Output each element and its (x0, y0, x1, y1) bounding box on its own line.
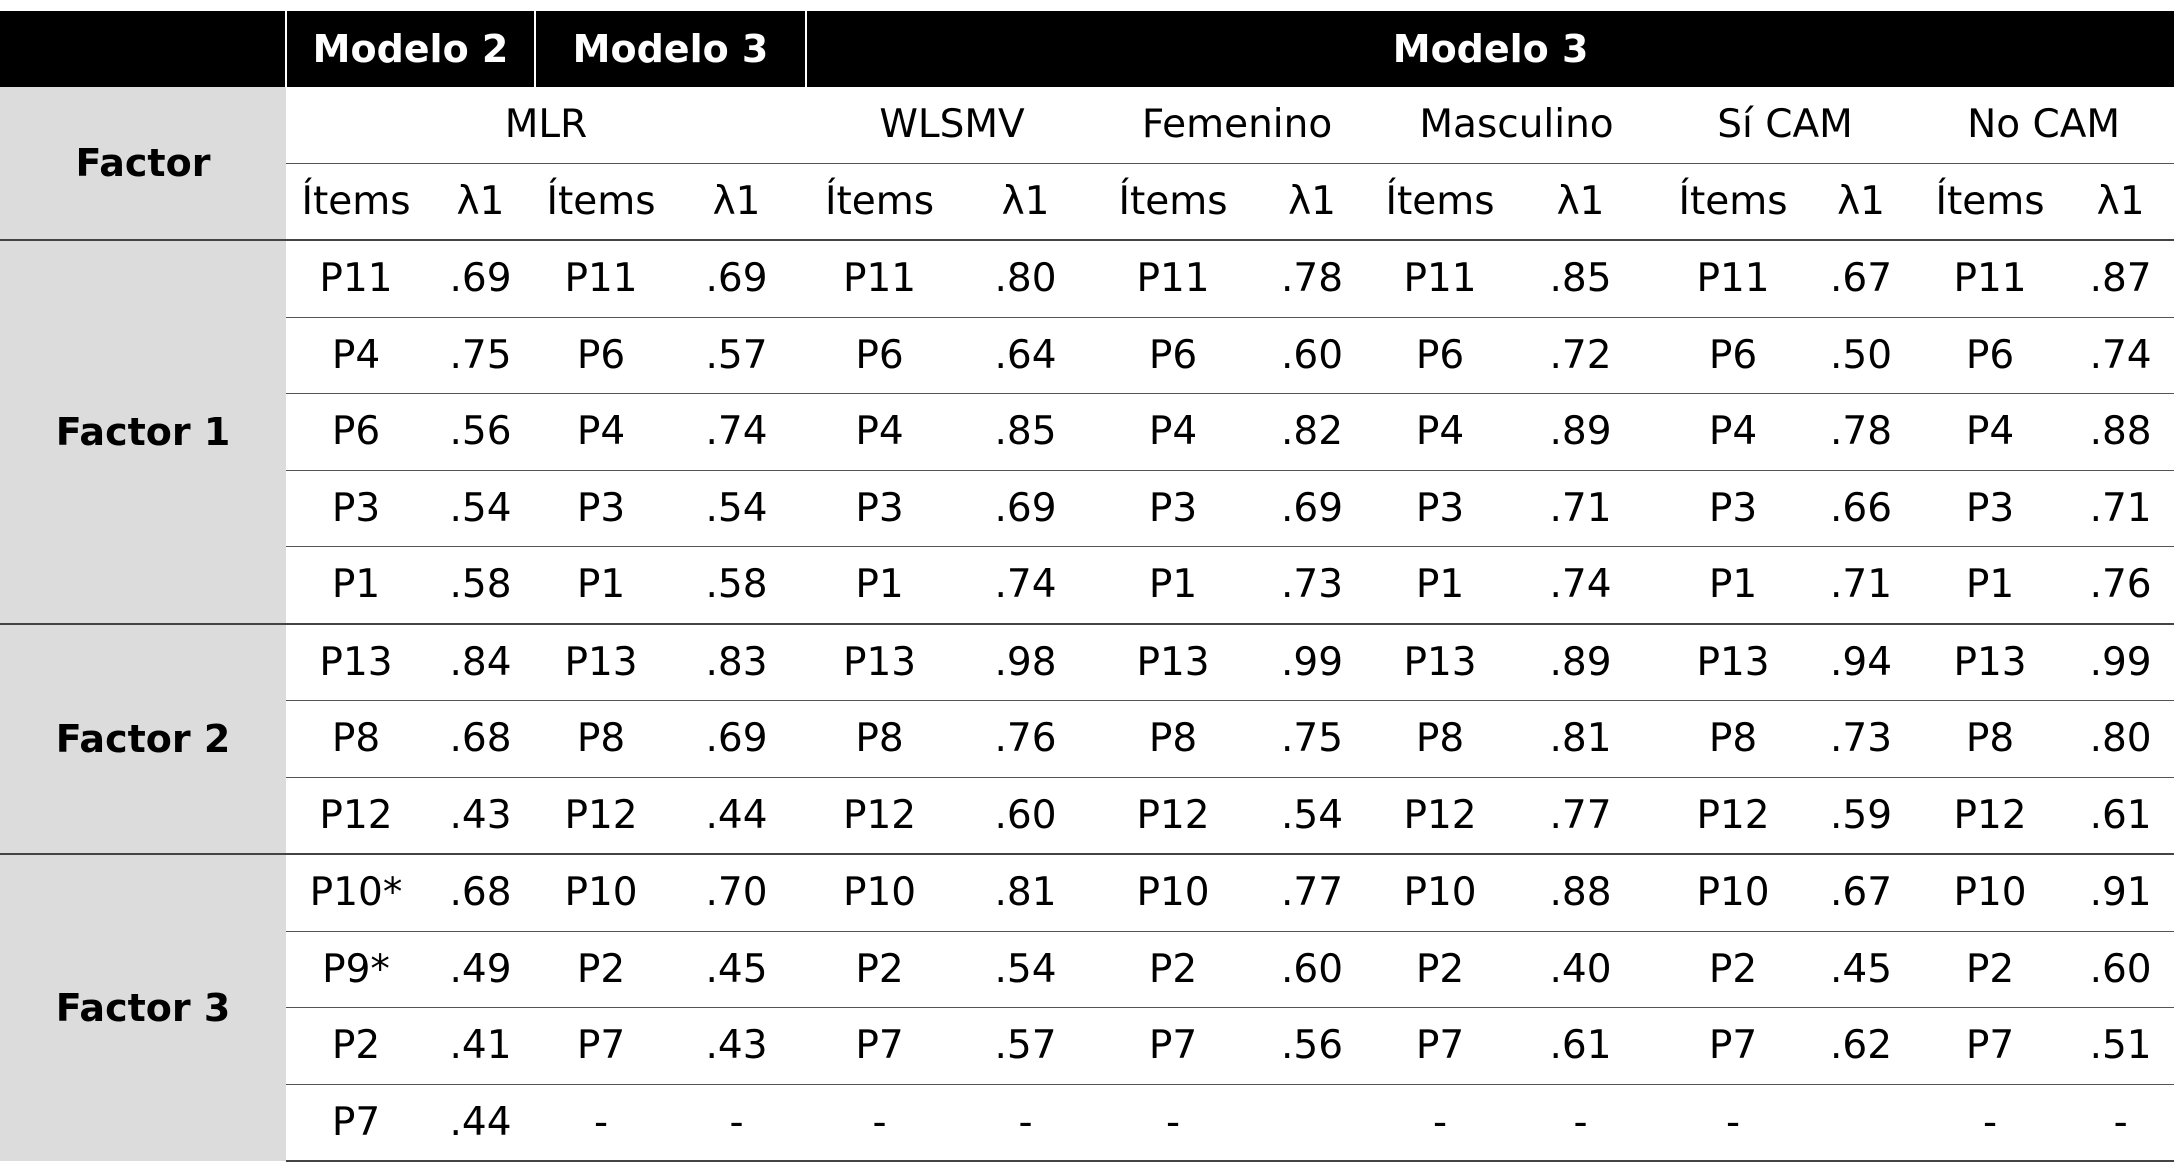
item-cell: P3 (286, 470, 426, 547)
model-header-row (0, 11, 2174, 87)
item-cell: P2 (806, 931, 953, 1008)
loading-cell: - (953, 1084, 1098, 1161)
item-cell: P2 (1657, 931, 1809, 1008)
loading-cell: .45 (1809, 931, 1913, 1008)
loading-cell: .85 (1504, 240, 1657, 317)
loading-header: λ1 (1809, 163, 1913, 240)
item-cell: P3 (1657, 470, 1809, 547)
loading-cell: .72 (1504, 317, 1657, 394)
loading-cell: .61 (1504, 1008, 1657, 1085)
loading-cell: .71 (1504, 470, 1657, 547)
table-row (0, 701, 2174, 778)
loading-cell: .56 (426, 394, 535, 471)
item-cell: P8 (1376, 701, 1504, 778)
item-cell: P7 (1913, 1008, 2067, 1085)
loading-cell (1248, 1084, 1376, 1161)
loading-cell (1809, 1084, 1913, 1161)
loading-cell: .74 (1504, 547, 1657, 624)
item-cell: P4 (1376, 394, 1504, 471)
loading-cell: .60 (1248, 931, 1376, 1008)
item-cell: P4 (806, 394, 953, 471)
item-cell: P2 (1376, 931, 1504, 1008)
table-row (0, 854, 2174, 931)
loading-cell: .85 (953, 394, 1098, 471)
item-cell: P8 (286, 701, 426, 778)
item-cell: P7 (286, 1084, 426, 1161)
item-cell: P10 (1657, 854, 1809, 931)
item-cell: P4 (286, 317, 426, 394)
loading-cell: .81 (1504, 701, 1657, 778)
item-cell: P1 (806, 547, 953, 624)
loading-cell: .81 (953, 854, 1098, 931)
item-cell: P10 (806, 854, 953, 931)
estimator-group-row (0, 87, 2174, 163)
item-cell: P4 (535, 394, 667, 471)
item-cell: P11 (1098, 240, 1248, 317)
item-cell: P3 (535, 470, 667, 547)
table-row (0, 394, 2174, 471)
factor-column-header: Factor (0, 87, 286, 240)
item-cell: P6 (286, 394, 426, 471)
item-cell: P13 (535, 624, 667, 701)
loading-cell: .67 (1809, 854, 1913, 931)
items-header: Ítems (535, 163, 667, 240)
item-cell: P8 (535, 701, 667, 778)
loading-cell: .94 (1809, 624, 1913, 701)
table-row (0, 547, 2174, 624)
item-cell: P8 (1657, 701, 1809, 778)
item-cell: P13 (1657, 624, 1809, 701)
item-cell: P1 (535, 547, 667, 624)
item-cell: P1 (1376, 547, 1504, 624)
loading-cell: .83 (667, 624, 806, 701)
item-cell: P7 (535, 1008, 667, 1085)
item-cell: P1 (1098, 547, 1248, 624)
loading-cell: .57 (953, 1008, 1098, 1085)
loading-cell: .60 (2067, 931, 2174, 1008)
loading-cell: .75 (426, 317, 535, 394)
loading-cell: .57 (667, 317, 806, 394)
model-header-modelo-3-mlr: Modelo 3 (535, 11, 806, 87)
item-cell: P12 (1098, 777, 1248, 854)
item-cell: P10 (1376, 854, 1504, 931)
item-cell: P6 (1913, 317, 2067, 394)
table-body (0, 11, 2174, 1161)
loading-cell: .82 (1248, 394, 1376, 471)
table-row (0, 1008, 2174, 1085)
loading-cell: .98 (953, 624, 1098, 701)
loading-cell: .69 (667, 701, 806, 778)
loading-cell: .66 (1809, 470, 1913, 547)
loading-cell: .88 (1504, 854, 1657, 931)
item-cell: P11 (535, 240, 667, 317)
loading-cell: .71 (2067, 470, 2174, 547)
loading-cell: .58 (667, 547, 806, 624)
item-cell: P13 (1098, 624, 1248, 701)
item-cell: P3 (1098, 470, 1248, 547)
item-cell: P4 (1913, 394, 2067, 471)
item-cell: P11 (1376, 240, 1504, 317)
item-cell: P9* (286, 931, 426, 1008)
item-cell: P2 (1913, 931, 2067, 1008)
loading-cell: .99 (1248, 624, 1376, 701)
column-subheader-row (0, 163, 2174, 240)
item-cell: P7 (806, 1008, 953, 1085)
items-header: Ítems (1376, 163, 1504, 240)
group-header-mlr: MLR (286, 87, 806, 163)
table-row (0, 777, 2174, 854)
item-cell: P10 (1098, 854, 1248, 931)
item-cell: P10 (535, 854, 667, 931)
loading-cell: .89 (1504, 624, 1657, 701)
loading-cell: .50 (1809, 317, 1913, 394)
item-cell: P11 (1657, 240, 1809, 317)
header-corner (0, 11, 286, 87)
table-row (0, 470, 2174, 547)
table-row (0, 240, 2174, 317)
item-cell: P4 (1657, 394, 1809, 471)
loading-cell: .71 (1809, 547, 1913, 624)
item-cell: P11 (286, 240, 426, 317)
loading-cell: .80 (2067, 701, 2174, 778)
loading-cell: .49 (426, 931, 535, 1008)
item-cell: P11 (806, 240, 953, 317)
group-header-femenino: Femenino (1098, 87, 1376, 163)
item-cell: P6 (1098, 317, 1248, 394)
item-cell: - (535, 1084, 667, 1161)
loading-cell: .74 (2067, 317, 2174, 394)
loading-cell: .89 (1504, 394, 1657, 471)
loading-cell: .54 (426, 470, 535, 547)
item-cell: P13 (806, 624, 953, 701)
loading-cell: .68 (426, 701, 535, 778)
item-cell: P13 (1376, 624, 1504, 701)
item-cell: P2 (535, 931, 667, 1008)
item-cell: P6 (806, 317, 953, 394)
factor-label: Factor 2 (0, 624, 286, 855)
table-row (0, 931, 2174, 1008)
item-cell: P12 (1657, 777, 1809, 854)
loading-cell: .78 (1248, 240, 1376, 317)
loading-cell: - (2067, 1084, 2174, 1161)
loading-cell: .56 (1248, 1008, 1376, 1085)
item-cell: P8 (806, 701, 953, 778)
item-cell: - (1098, 1084, 1248, 1161)
loading-header: λ1 (1504, 163, 1657, 240)
item-cell: P7 (1657, 1008, 1809, 1085)
loading-cell: .44 (667, 777, 806, 854)
loading-header: λ1 (953, 163, 1098, 240)
loading-cell: .69 (426, 240, 535, 317)
model-header-modelo-3-groups: Modelo 3 (806, 11, 2174, 87)
loading-cell: .40 (1504, 931, 1657, 1008)
loading-cell: .59 (1809, 777, 1913, 854)
item-cell: P12 (535, 777, 667, 854)
items-header: Ítems (286, 163, 426, 240)
loading-cell: .99 (2067, 624, 2174, 701)
item-cell: - (806, 1084, 953, 1161)
table-row (0, 624, 2174, 701)
item-cell: - (1376, 1084, 1504, 1161)
item-cell: P6 (535, 317, 667, 394)
item-cell: P1 (1913, 547, 2067, 624)
item-cell: P2 (1098, 931, 1248, 1008)
loading-cell: .87 (2067, 240, 2174, 317)
loading-cell: .69 (667, 240, 806, 317)
loading-cell: .70 (667, 854, 806, 931)
factor-loadings-table (0, 11, 2174, 1162)
table-row (0, 317, 2174, 394)
loading-cell: .41 (426, 1008, 535, 1085)
loading-cell: .74 (953, 547, 1098, 624)
loading-cell: .51 (2067, 1008, 2174, 1085)
item-cell: P1 (1657, 547, 1809, 624)
item-cell: - (1657, 1084, 1809, 1161)
item-cell: P6 (1376, 317, 1504, 394)
loading-header: λ1 (1248, 163, 1376, 240)
loading-cell: .88 (2067, 394, 2174, 471)
item-cell: P12 (1913, 777, 2067, 854)
loading-cell: .76 (953, 701, 1098, 778)
items-header: Ítems (806, 163, 953, 240)
item-cell: P12 (806, 777, 953, 854)
items-header: Ítems (1913, 163, 2067, 240)
loading-cell: .61 (2067, 777, 2174, 854)
factor-label: Factor 3 (0, 854, 286, 1161)
item-cell: P12 (286, 777, 426, 854)
loading-cell: .75 (1248, 701, 1376, 778)
loading-cell: .67 (1809, 240, 1913, 317)
factor-label: Factor 1 (0, 240, 286, 624)
loading-cell: .54 (667, 470, 806, 547)
loading-cell: .69 (1248, 470, 1376, 547)
loading-cell: .91 (2067, 854, 2174, 931)
loading-header: λ1 (2067, 163, 2174, 240)
loading-cell: .60 (953, 777, 1098, 854)
item-cell: P13 (286, 624, 426, 701)
loading-cell: .68 (426, 854, 535, 931)
loading-cell: .80 (953, 240, 1098, 317)
loading-header: λ1 (426, 163, 535, 240)
loading-cell: .43 (426, 777, 535, 854)
loading-cell: .69 (953, 470, 1098, 547)
loading-cell: .76 (2067, 547, 2174, 624)
loading-cell: - (667, 1084, 806, 1161)
item-cell: P12 (1376, 777, 1504, 854)
item-cell: P8 (1098, 701, 1248, 778)
loading-cell: .77 (1504, 777, 1657, 854)
items-header: Ítems (1098, 163, 1248, 240)
item-cell: P11 (1913, 240, 2067, 317)
loading-cell: .77 (1248, 854, 1376, 931)
item-cell: P3 (806, 470, 953, 547)
loading-cell: .44 (426, 1084, 535, 1161)
model-header-modelo-2: Modelo 2 (286, 11, 535, 87)
group-header-si-cam: Sí CAM (1657, 87, 1913, 163)
item-cell: P10 (1913, 854, 2067, 931)
item-cell: P6 (1657, 317, 1809, 394)
item-cell: P7 (1098, 1008, 1248, 1085)
item-cell: P8 (1913, 701, 2067, 778)
item-cell: P1 (286, 547, 426, 624)
loading-cell: .54 (953, 931, 1098, 1008)
loading-cell: .62 (1809, 1008, 1913, 1085)
item-cell: P3 (1376, 470, 1504, 547)
loading-cell: .74 (667, 394, 806, 471)
loading-cell: .54 (1248, 777, 1376, 854)
item-cell: P7 (1376, 1008, 1504, 1085)
group-header-no-cam: No CAM (1913, 87, 2174, 163)
group-header-wlsmv: WLSMV (806, 87, 1098, 163)
loading-cell: .43 (667, 1008, 806, 1085)
loading-cell: .84 (426, 624, 535, 701)
item-cell: - (1913, 1084, 2067, 1161)
table-row (0, 1084, 2174, 1161)
loading-cell: .73 (1248, 547, 1376, 624)
loading-cell: .64 (953, 317, 1098, 394)
item-cell: P4 (1098, 394, 1248, 471)
item-cell: P13 (1913, 624, 2067, 701)
loading-cell: .73 (1809, 701, 1913, 778)
item-cell: P2 (286, 1008, 426, 1085)
loading-cell: .78 (1809, 394, 1913, 471)
items-header: Ítems (1657, 163, 1809, 240)
loading-cell: .45 (667, 931, 806, 1008)
item-cell: P10* (286, 854, 426, 931)
loading-cell: .60 (1248, 317, 1376, 394)
group-header-masculino: Masculino (1376, 87, 1657, 163)
item-cell: P3 (1913, 470, 2067, 547)
loading-cell: - (1504, 1084, 1657, 1161)
loading-header: λ1 (667, 163, 806, 240)
loading-cell: .58 (426, 547, 535, 624)
